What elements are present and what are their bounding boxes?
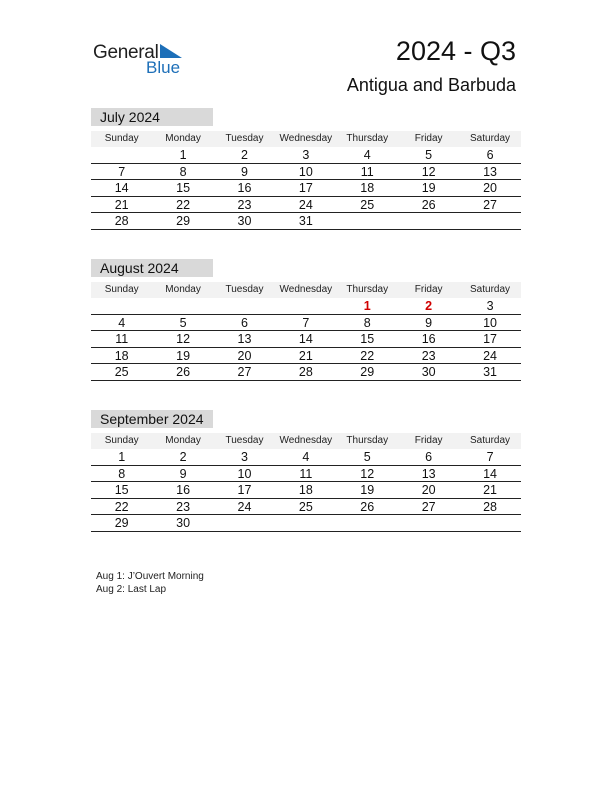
date-cell: 21 [483, 483, 497, 498]
week-row [91, 164, 521, 181]
date-cell: 14 [483, 466, 497, 481]
weekday-label: Friday [414, 133, 443, 144]
date-cell: 28 [483, 499, 497, 514]
date-cell: 15 [176, 181, 191, 196]
weekday-label: Monday [165, 284, 201, 295]
date-cell: 11 [360, 164, 374, 179]
weekday-label: Thursday [346, 133, 389, 144]
week-row [91, 515, 521, 532]
weekday-label: Wednesday [279, 435, 333, 446]
week-row [91, 482, 521, 499]
date-cell: 21 [298, 348, 313, 363]
weekday-label: Tuesday [225, 133, 264, 144]
date-cell: 24 [483, 348, 497, 363]
holiday-note: Aug 1: J’Ouvert Morning [96, 571, 204, 582]
date-cell: 18 [114, 348, 129, 363]
date-cell: 13 [237, 332, 252, 347]
date-cell: 4 [363, 148, 371, 162]
date-cell: 28 [298, 365, 313, 380]
date-cell: 10 [237, 466, 252, 481]
date-cell [337, 515, 398, 531]
date-cell: 6 [425, 450, 433, 464]
weekday-label: Thursday [346, 284, 389, 295]
week-row [91, 298, 521, 315]
date-cell: 14 [114, 181, 129, 196]
date-cell: 22 [176, 197, 191, 212]
date-cell: 8 [118, 466, 126, 481]
date-cell: 6 [486, 148, 494, 162]
date-cell [459, 213, 520, 229]
weekday-label: Monday [165, 435, 201, 446]
date-cell [91, 298, 152, 314]
weekday-label: Saturday [470, 435, 511, 446]
date-cell: 14 [298, 332, 313, 347]
date-cell: 17 [237, 483, 252, 498]
date-cell: 5 [363, 450, 371, 464]
date-cell: 22 [114, 499, 129, 514]
date-cell: 19 [360, 483, 375, 498]
date-cell: 4 [118, 315, 126, 330]
week-row [91, 466, 521, 483]
date-cell: 20 [237, 348, 252, 363]
date-cell: 26 [360, 499, 375, 514]
week-row [91, 197, 521, 214]
month-title: July 2024 [91, 108, 213, 126]
date-cell [91, 147, 152, 163]
date-cell: 29 [360, 365, 375, 380]
date-cell: 7 [302, 315, 310, 330]
weekday-label: Tuesday [225, 435, 264, 446]
date-cell: 12 [176, 332, 191, 347]
date-cell [152, 298, 213, 314]
date-cell: 26 [176, 365, 191, 380]
date-cell: 15 [114, 483, 129, 498]
country-subtitle: Antigua and Barbuda [346, 75, 516, 95]
date-cell: 2 [241, 148, 248, 162]
date-cell [337, 213, 398, 229]
date-cell: 9 [241, 164, 248, 179]
weekday-label: Tuesday [225, 284, 264, 295]
date-cell [398, 515, 459, 531]
holiday-note: Aug 2: Last Lap [96, 584, 167, 595]
weekday-header-row [91, 131, 521, 147]
week-row [91, 331, 521, 348]
date-cell: 31 [298, 214, 313, 229]
date-cell: 27 [483, 197, 497, 212]
weekday-header-row [91, 282, 521, 298]
weekday-label: Saturday [470, 133, 511, 144]
date-cell: 19 [421, 181, 436, 196]
date-cell: 18 [298, 483, 313, 498]
date-cell: 3 [302, 148, 310, 162]
date-cell: 18 [360, 181, 375, 196]
date-cell: 15 [360, 332, 375, 347]
date-cell: 1 [179, 148, 187, 162]
date-cell: 12 [360, 466, 375, 481]
date-cell: 9 [179, 466, 187, 481]
week-row [91, 499, 521, 516]
date-cell: 7 [486, 450, 494, 464]
date-cell: 11 [115, 332, 129, 347]
date-cell: 13 [483, 164, 497, 179]
weekday-label: Sunday [104, 435, 139, 446]
week-row [91, 364, 521, 381]
date-cell: 22 [360, 348, 375, 363]
week-row [91, 147, 521, 164]
date-cell: 1 [118, 450, 126, 464]
weekday-label: Thursday [346, 435, 389, 446]
date-cell: 10 [298, 164, 313, 179]
date-cell: 16 [421, 332, 436, 347]
weekday-label: Friday [414, 284, 443, 295]
date-cell: 5 [179, 315, 187, 330]
date-cell: 23 [237, 197, 252, 212]
date-cell: 25 [360, 197, 375, 212]
date-cell: 17 [483, 332, 497, 347]
date-cell: 16 [176, 483, 191, 498]
logo-triangle-icon [160, 44, 182, 58]
date-cell: 24 [237, 499, 252, 514]
date-cell: 30 [176, 516, 191, 531]
weekday-label: Saturday [470, 284, 511, 295]
holiday-date-cell: 2 [425, 299, 433, 313]
date-cell: 30 [237, 214, 252, 229]
month-calendar [91, 108, 521, 230]
weekday-label: Monday [165, 133, 201, 144]
date-cell: 28 [114, 214, 129, 229]
date-cell: 23 [176, 499, 191, 514]
date-cell: 9 [425, 315, 433, 330]
date-cell: 10 [483, 315, 497, 330]
date-cell: 6 [241, 315, 248, 330]
week-row [91, 213, 521, 230]
weekday-label: Sunday [104, 284, 139, 295]
date-cell: 7 [118, 164, 126, 179]
holiday-date-cell: 1 [363, 299, 371, 313]
weekday-label: Wednesday [279, 284, 333, 295]
date-cell: 20 [483, 181, 497, 196]
holiday-notes [96, 570, 204, 596]
logo-text-blue: Blue [146, 58, 181, 77]
date-cell: 16 [237, 181, 252, 196]
date-cell: 13 [421, 466, 436, 481]
date-cell [214, 515, 275, 531]
date-cell: 29 [176, 214, 191, 229]
date-cell: 27 [237, 365, 252, 380]
date-cell: 17 [298, 181, 313, 196]
date-cell: 27 [421, 499, 436, 514]
date-cell [398, 213, 459, 229]
date-cell: 25 [298, 499, 313, 514]
date-cell: 8 [363, 315, 371, 330]
month-title: September 2024 [91, 410, 213, 428]
weekday-label: Wednesday [279, 133, 333, 144]
week-row [91, 348, 521, 365]
weekday-label: Sunday [104, 133, 139, 144]
month-calendar [91, 259, 521, 381]
weekday-label: Friday [414, 435, 443, 446]
date-cell: 4 [302, 450, 310, 464]
date-cell: 20 [421, 483, 436, 498]
date-cell: 31 [483, 365, 497, 380]
logo [93, 42, 193, 78]
date-cell [275, 298, 336, 314]
week-row [91, 315, 521, 332]
date-cell: 3 [241, 450, 248, 464]
logo-text-general: General [93, 42, 159, 63]
date-cell: 23 [421, 348, 436, 363]
date-cell [275, 515, 336, 531]
date-cell: 3 [486, 299, 494, 313]
week-row [91, 180, 521, 197]
date-cell: 19 [176, 348, 191, 363]
date-cell: 11 [299, 466, 313, 481]
date-cell: 8 [179, 164, 187, 179]
month-calendar [91, 410, 521, 532]
date-cell: 12 [421, 164, 436, 179]
date-cell: 26 [421, 197, 436, 212]
page-title: 2024 - Q3 [395, 36, 516, 66]
date-cell: 21 [114, 197, 129, 212]
date-cell [459, 515, 520, 531]
date-cell [214, 298, 275, 314]
date-cell: 24 [298, 197, 313, 212]
date-cell: 30 [421, 365, 436, 380]
month-title: August 2024 [91, 259, 213, 277]
date-cell: 29 [114, 516, 129, 531]
date-cell: 25 [114, 365, 129, 380]
weekday-header-row [91, 433, 521, 449]
week-row [91, 449, 521, 466]
date-cell: 5 [425, 148, 433, 162]
date-cell: 2 [179, 450, 187, 464]
